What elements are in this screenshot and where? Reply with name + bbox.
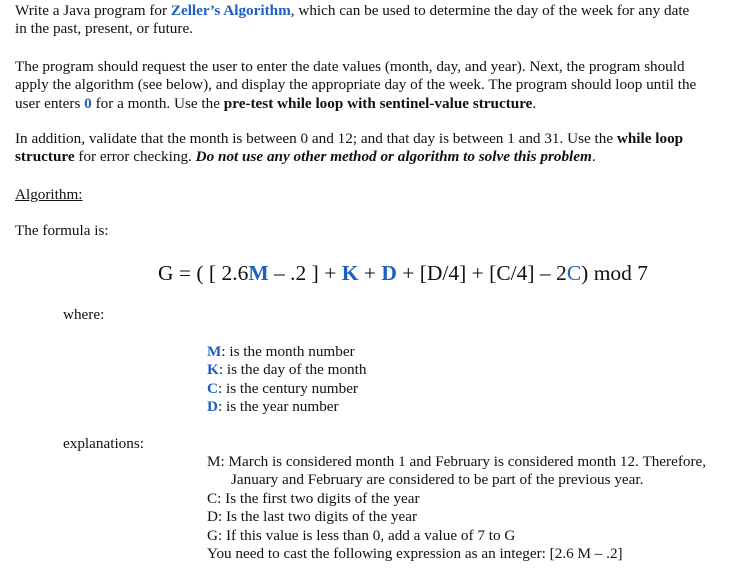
variable-definitions xyxy=(207,343,366,417)
explanation-cast: You need to cast the following expression as an integer: [2.6 M – .2] xyxy=(207,545,623,563)
definition-text: : is the year number xyxy=(217,398,339,416)
formula-label: The formula is: xyxy=(15,222,109,239)
formula-var-c: C xyxy=(566,261,582,285)
formula-var-m: M xyxy=(248,261,269,285)
validation-paragraph xyxy=(15,130,737,167)
requirements-line3-pre: user enters xyxy=(15,94,85,112)
explanation-m-line1: M: March is considered month 1 and February is considered month 12. Therefore, xyxy=(207,453,707,470)
intro-pre: Write a Java program for xyxy=(15,2,171,19)
intro-paragraph xyxy=(15,2,737,39)
intro-post: , which can be used to determine the day of the week for any date xyxy=(290,2,690,19)
formula-part2: – .2 ] + xyxy=(268,261,342,285)
zeller-algorithm-term: Zeller’s Algorithm xyxy=(170,2,291,19)
intro-line2: in the past, present, or future. xyxy=(15,20,193,38)
algorithm-heading xyxy=(15,186,83,204)
loop-structure-term: pre-test while loop with sentinel-value structure xyxy=(223,94,533,112)
requirements-line2: apply the algorithm (see below), and display the appropriate day of the week. The program should loop until the xyxy=(15,76,697,94)
formula-var-k: K xyxy=(341,261,359,285)
definition-text: : is the century number xyxy=(217,379,358,397)
algorithm-heading-text: Algorithm xyxy=(15,186,79,203)
explanation-d: D: Is the last two digits of the year xyxy=(207,508,418,526)
formula-var-d: D xyxy=(381,261,397,285)
requirements-line3-mid: for a month. Use the xyxy=(91,94,224,112)
requirements-line1: The program should request the user to enter the date values (month, day, and year). Next, the program should xyxy=(15,58,685,75)
zeller-formula xyxy=(158,260,648,286)
explanations-list xyxy=(207,453,737,563)
definition-text: : is the day of the month xyxy=(218,361,367,379)
sentinel-value: 0 xyxy=(84,94,92,112)
formula-part3: + xyxy=(358,261,382,285)
warning-text: Do not use any other method or algorithm to solve this problem xyxy=(195,148,592,166)
formula-part1: G = ( [ 2.6 xyxy=(158,261,249,285)
definition-var: D xyxy=(207,398,218,416)
definition-d xyxy=(207,398,366,416)
explanation-m-line2: January and February are considered to be part of the previous year. xyxy=(231,471,644,489)
requirements-paragraph xyxy=(15,58,737,113)
definition-var: M xyxy=(207,343,222,360)
validation-line1-pre: In addition, validate that the month is between 0 and 12; and that day is between 1 and 31. Use the xyxy=(15,130,617,147)
validation-line2-end: . xyxy=(591,148,596,166)
definition-m xyxy=(207,343,366,361)
definition-var: K xyxy=(207,361,219,379)
algorithm-heading-colon: : xyxy=(78,186,83,203)
explanation-c: C: Is the first two digits of the year xyxy=(207,489,420,507)
requirements-line3-end: . xyxy=(532,94,537,112)
while-loop-term: while loop xyxy=(616,130,684,147)
formula-part4: + [D/4] + [C/4] – 2 xyxy=(396,261,567,285)
definition-text: : is the month number xyxy=(221,343,355,360)
explanation-g: G: If this value is less than 0, add a value of 7 to G xyxy=(207,526,516,544)
where-label: where: xyxy=(63,306,105,323)
formula-part5: ) mod 7 xyxy=(581,261,649,285)
validation-line2-mid: for error checking. xyxy=(74,148,196,166)
definition-c xyxy=(207,380,366,398)
definition-k xyxy=(207,361,366,379)
definition-var: C xyxy=(207,379,218,397)
explanations-label: explanations: xyxy=(63,435,144,452)
structure-term: structure xyxy=(15,148,75,166)
